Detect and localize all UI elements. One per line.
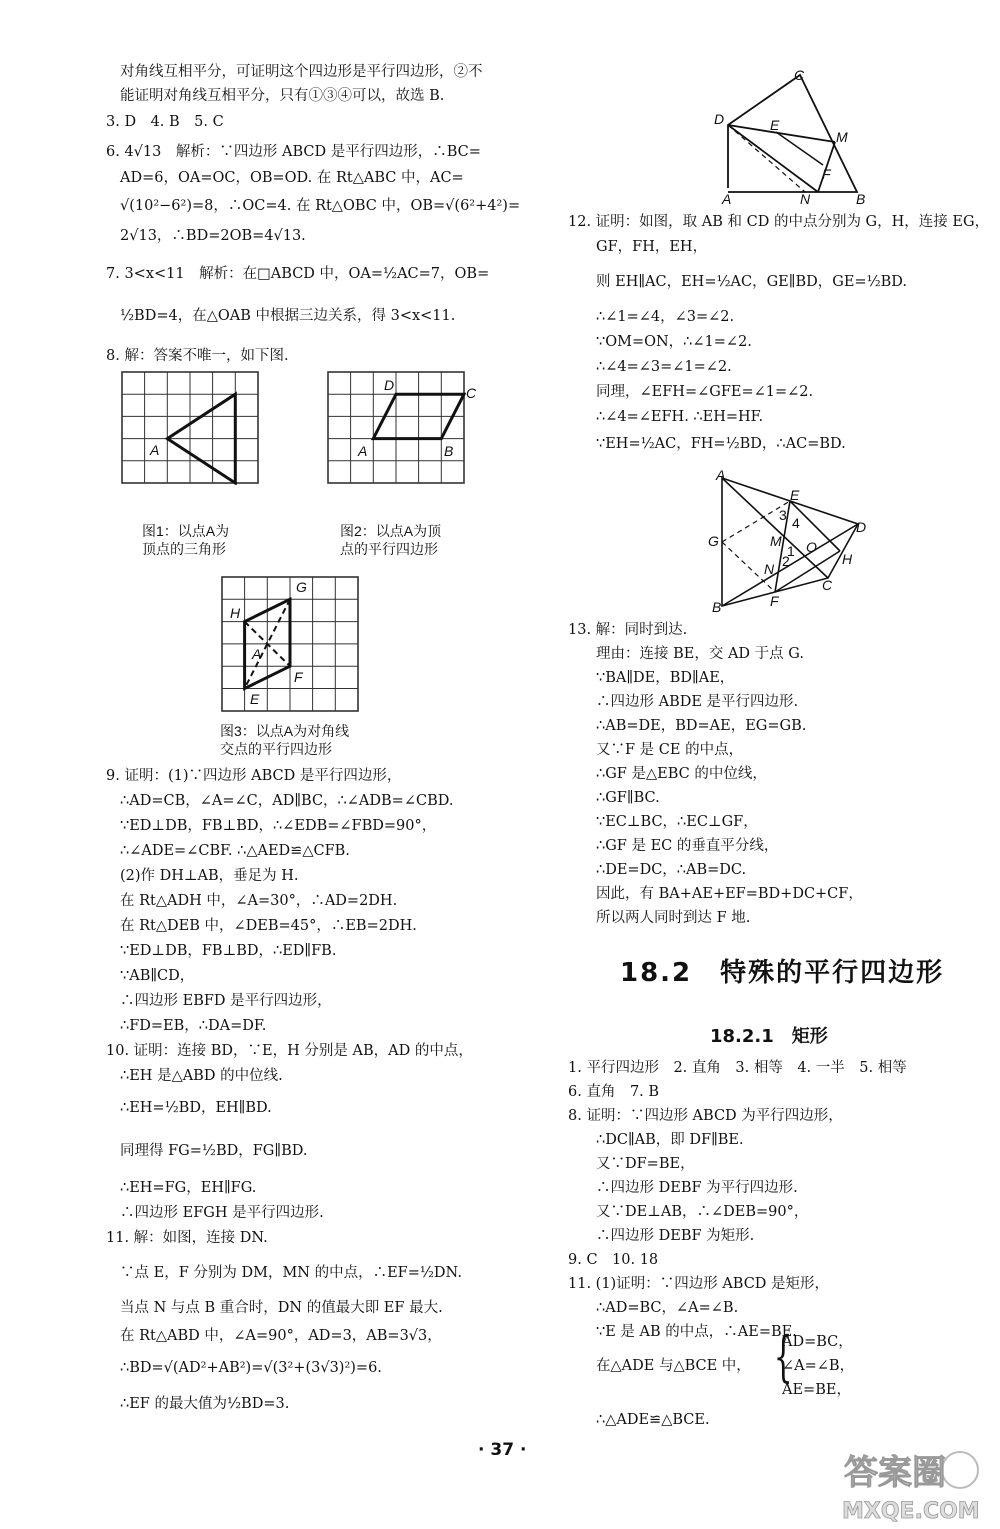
answer-line: 9. C 10. 18 <box>568 1252 659 1268</box>
svg-text:答案圈: 答案圈 <box>844 1453 946 1493</box>
text-line: ∵ED⊥DB，FB⊥BD，∴∠EDB=∠FBD=90°， <box>120 818 437 834</box>
answer-line: 1. 平行四边形 2. 直角 3. 相等 4. 一半 5. 相等 <box>568 1060 907 1076</box>
point-label: H <box>842 551 853 567</box>
text-line: ∴四边形 EFGH 是平行四边形. <box>120 1205 324 1221</box>
point-label: A <box>358 443 368 459</box>
text-line: 在△ADE 与△BCE 中， <box>596 1358 751 1374</box>
system-line: ∠A=∠B， <box>782 1358 855 1374</box>
angle-label: 2 <box>782 553 790 569</box>
answer-line: 9. 证明：(1)∵四边形 ABCD 是平行四边形， <box>106 768 402 784</box>
point-label: F <box>294 669 303 685</box>
text-line: 在 Rt△DEB 中，∠DEB=45°，∴EB=2DH. <box>120 918 417 934</box>
text-line: 在 Rt△ADH 中，∠A=30°，∴AD=2DH. <box>120 893 398 909</box>
answer-line: 3. D 4. B 5. C <box>106 114 224 130</box>
text-line: ∴EH 是△ABD 的中位线. <box>120 1068 283 1084</box>
text-line: ∴△ADE≌△BCE. <box>596 1412 710 1428</box>
text-line: ∴EH=FG，EH∥FG. <box>120 1180 257 1196</box>
svg-text:MXQE.COM: MXQE.COM <box>842 1499 980 1524</box>
grid-figure-2 <box>326 370 466 485</box>
answer-line: 8. 证明：∵四边形 ABCD 为平行四边形， <box>568 1108 843 1124</box>
answer-line: 8. 解：答案不唯一，如下图. <box>106 348 289 364</box>
text-line: ∴FD=EB，∴DA=DF. <box>120 1018 267 1034</box>
point-label: O <box>806 539 817 555</box>
angle-label: 3 <box>779 507 787 523</box>
point-label: E <box>790 487 800 503</box>
text-line: ∵BA∥DE，BD∥AE， <box>596 670 735 686</box>
point-label: A <box>150 442 160 458</box>
point-label: B <box>712 599 722 615</box>
text-line: ∴AD=CB，∠A=∠C，AD∥BC，∴∠ADB=∠CBD. <box>120 793 454 809</box>
point-label: N <box>764 561 775 577</box>
text-line: ∵EH=½AC，FH=½BD，∴AC=BD. <box>596 436 846 452</box>
grid-figure-1 <box>120 370 260 485</box>
page-number: · 37 · <box>478 1440 527 1460</box>
point-label: A <box>252 646 262 662</box>
angle-label: 1 <box>787 543 795 559</box>
text-line: ∴∠1=∠4，∠3=∠2. <box>596 309 735 325</box>
answer-line: 6. 直角 7. B <box>568 1084 660 1100</box>
answer-line: 7. 3<x<11 解析：在□ABCD 中，OA=½AC=7，OB= <box>106 266 490 282</box>
text-line: AD=6，OA=OC，OB=OD. 在 Rt△ABC 中，AC= <box>120 170 464 186</box>
text-line: 同理，∠EFH=∠GFE=∠1=∠2. <box>596 384 814 400</box>
text-line: ∴GF 是△EBC 的中位线， <box>596 766 767 782</box>
text-line: ∵点 E，F 分别为 DM，MN 的中点，∴EF=½DN. <box>120 1265 462 1281</box>
text-line: 当点 N 与点 B 重合时，DN 的值最大即 EF 最大. <box>120 1300 443 1316</box>
text-line: ∴四边形 ABDE 是平行四边形. <box>596 694 799 710</box>
point-label: H <box>230 605 241 621</box>
subsection-title: 18.2.1 矩形 <box>710 1026 828 1047</box>
point-label: M <box>770 533 782 549</box>
point-label: C <box>822 577 833 593</box>
answer-line: 6. 4√13 解析：∵四边形 ABCD 是平行四边形，∴BC= <box>106 144 481 160</box>
point-label: F <box>770 593 779 609</box>
point-label: B <box>856 191 866 207</box>
text-line: ∴DE=DC，∴AB=DC. <box>596 862 747 878</box>
text-line: 对角线互相平分，可证明这个四边形是平行四边形，②不 <box>120 64 483 80</box>
text-line: ∴BD=√(AD²+AB²)=√(3²+(3√3)²)=6. <box>120 1360 382 1376</box>
brace-symbol: { <box>773 1325 793 1388</box>
figure-caption: 图1：以点A为 顶点的三角形 <box>142 523 230 558</box>
point-label: M <box>836 129 848 145</box>
text-line: ∴EF 的最大值为½BD=3. <box>120 1396 290 1412</box>
text-line: ∴DC∥AB，即 DF∥BE. <box>596 1132 744 1148</box>
point-label: D <box>714 111 725 127</box>
text-line: 又∵DE⊥AB，∴∠DEB=90°， <box>596 1204 809 1220</box>
point-label: A <box>722 191 732 207</box>
text-line: 在 Rt△ABD 中，∠A=90°，AD=3，AB=3√3， <box>120 1328 442 1344</box>
text-line: ∵E 是 AB 的中点，∴AE=BE. <box>596 1324 797 1340</box>
answer-line: 12. 证明：如图，取 AB 和 CD 的中点分别为 G，H，连接 EG， <box>568 214 990 230</box>
point-label: N <box>800 191 811 207</box>
point-label: B <box>444 443 454 459</box>
answer-line: 10. 证明：连接 BD，∵E，H 分别是 AB，AD 的中点， <box>106 1043 473 1059</box>
text-line: (2)作 DH⊥AB，垂足为 H. <box>120 868 299 884</box>
point-label: A <box>716 467 726 483</box>
text-line: ∴EH=½BD，EH∥BD. <box>120 1100 272 1116</box>
text-line: ∴∠4=∠3=∠1=∠2. <box>596 359 732 375</box>
text-line: ∴四边形 EBFD 是平行四边形， <box>120 993 332 1009</box>
text-line: ∴AD=BC，∠A=∠B. <box>596 1300 739 1316</box>
point-label: G <box>708 533 719 549</box>
text-line: ½BD=4，在△OAB 中根据三边关系，得 3<x<11. <box>120 308 456 324</box>
text-line: ∴∠ADE=∠CBF. ∴△AED≌△CFB. <box>120 843 350 859</box>
text-line: ∴AB=DE，BD=AE，EG=GB. <box>596 718 807 734</box>
text-line: 能证明对角线互相平分，只有①③④可以，故选 B. <box>120 88 445 104</box>
text-line: ∵AB∥CD， <box>120 968 195 984</box>
text-line: 理由：连接 BE，交 AD 于点 G. <box>596 646 804 662</box>
figure-caption: 图3：以点A为对角线 交点的平行四边形 <box>220 723 350 758</box>
answer-line: 11. 解：如图，连接 DN. <box>106 1230 268 1246</box>
text-line: ∴GF∥BC. <box>596 790 660 806</box>
system-line: AE=BE， <box>782 1382 851 1398</box>
text-line: √(10²−6²)=8，∴OC=4. 在 Rt△OBC 中，OB=√(6²+4²)= <box>120 198 521 214</box>
text-line: 因此，有 BA+AE+EF=BD+DC+CF， <box>596 886 863 902</box>
text-line: 又∵F 是 CE 的中点， <box>596 742 744 758</box>
point-label: C <box>794 67 805 83</box>
text-line: 则 EH∥AC，EH=½AC，GE∥BD，GE=½BD. <box>596 274 907 290</box>
point-label: G <box>296 579 307 595</box>
point-label: E <box>770 117 780 133</box>
text-line: ∴四边形 DEBF 为平行四边形. <box>596 1180 798 1196</box>
text-line: ∵OM=ON，∴∠1=∠2. <box>596 334 752 350</box>
text-line: 同理得 FG=½BD，FG∥BD. <box>120 1143 308 1159</box>
text-line: ∵EC⊥BC，∴EC⊥GF， <box>596 814 758 830</box>
point-label: C <box>466 385 477 401</box>
grid-figure-3 <box>220 575 360 713</box>
answer-line: 13. 解：同时到达. <box>568 622 688 638</box>
text-line: ∴∠4=∠EFH. ∴EH=HF. <box>596 409 764 425</box>
text-line: ∴GF 是 EC 的垂直平分线， <box>596 838 779 854</box>
point-label: D <box>384 377 395 393</box>
watermark-logo <box>838 1448 990 1524</box>
point-label: E <box>250 691 260 707</box>
point-label: F <box>822 166 831 182</box>
section-title: 18.2 特殊的平行四边形 <box>620 958 945 988</box>
text-line: GF，FH，EH， <box>596 239 708 255</box>
answer-line: 11. (1)证明：∵四边形 ABCD 是矩形， <box>568 1276 830 1292</box>
text-line: 2√13，∴BD=2OB=4√13. <box>120 228 306 244</box>
text-line: ∵ED⊥DB，FB⊥BD，∴ED∥FB. <box>120 943 337 959</box>
text-line: ∴四边形 DEBF 为矩形. <box>596 1228 755 1244</box>
point-label: D <box>856 519 867 535</box>
angle-label: 4 <box>792 515 800 531</box>
text-line: 又∵DF=BE， <box>596 1156 695 1172</box>
figure-caption: 图2：以点A为顶 点的平行四边形 <box>340 523 442 558</box>
system-line: AD=BC， <box>782 1334 853 1350</box>
text-line: 所以两人同时到达 F 地. <box>596 910 751 926</box>
